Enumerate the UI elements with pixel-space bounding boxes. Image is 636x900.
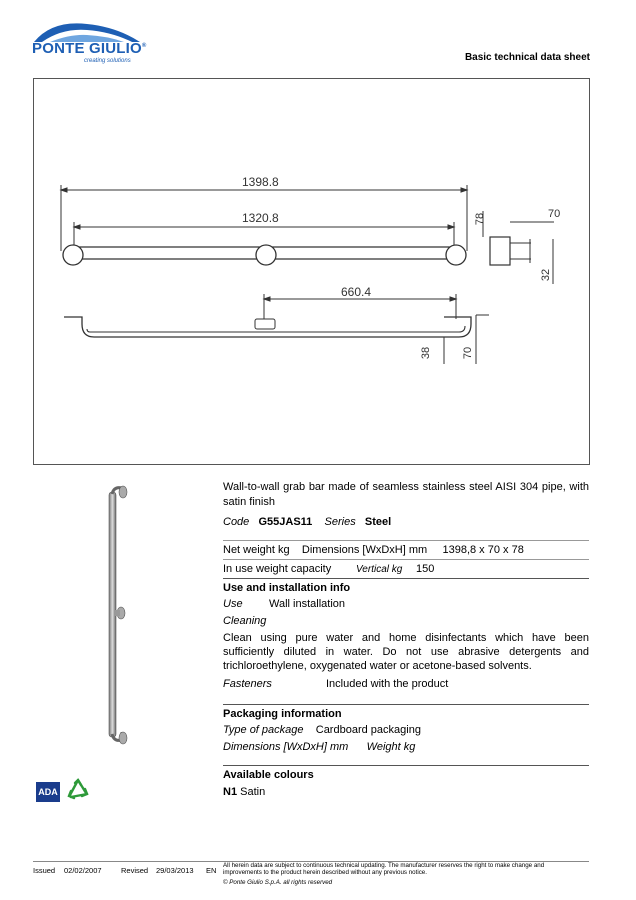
colours-heading: Available colours xyxy=(223,769,314,781)
net-weight-label: Net weight kg xyxy=(223,544,290,556)
package-dims-row xyxy=(223,741,415,753)
use-info-heading: Use and installation info xyxy=(223,582,351,594)
dim-70-bottom-label: 70 xyxy=(462,346,475,360)
colour-item xyxy=(223,786,265,798)
issued-label: Issued xyxy=(33,866,56,875)
vertical-value: 150 xyxy=(416,563,435,575)
flange-middle xyxy=(256,245,276,265)
code-value: G55JAS11 xyxy=(258,516,313,528)
weight-capacity-label: In use weight capacity xyxy=(223,563,332,575)
sheet-title: Basic technical data sheet xyxy=(464,52,590,63)
recycle-icon xyxy=(66,778,90,802)
package-weight-label: Weight kg xyxy=(366,741,416,753)
dimensions-label: Dimensions [WxDxH] mm xyxy=(301,544,428,556)
product-description: Wall-to-wall grab bar made of seamless stainless steel AISI 304 pipe, with satin finish xyxy=(223,481,589,508)
language-code: EN xyxy=(206,866,217,875)
dim-38-label: 38 xyxy=(420,346,433,360)
footer-notice: All herein data are subject to continuous technical updating. The manufacturer reserves the right to make change and improvements to the product herein described without any previous notice. xyxy=(223,862,545,876)
flange-left xyxy=(63,245,83,265)
dim-70-top-label: 70 xyxy=(548,208,561,220)
series-label: Series xyxy=(324,516,356,528)
use-row xyxy=(223,598,346,610)
ponte-giulio-logo xyxy=(32,18,147,70)
divider xyxy=(223,578,589,579)
revised-date: 29/03/2013 xyxy=(156,866,194,875)
vertical-label: Vertical kg xyxy=(356,564,403,575)
dim-inner-label: 1320.8 xyxy=(242,211,279,225)
dim-total-label: 1398.8 xyxy=(242,175,279,189)
logo-text: PONTE GIULIO® xyxy=(32,40,147,57)
fasteners-row xyxy=(223,678,449,690)
cleaning-text: Clean using pure water and home disinfectants which have been sufficiently diluted in water. Do not use abrasive detergents and trichloroethylene, oxygenated water or acetone-based solvents. xyxy=(223,632,589,672)
weight-capacity-row xyxy=(223,563,435,575)
footer-copyright: © Ponte Giulio S.p.A. all rights reserved xyxy=(223,879,333,886)
ada-badge: ADA xyxy=(36,782,60,802)
series-value: Steel xyxy=(364,516,392,528)
colour-code: N1 xyxy=(223,786,238,798)
weight-dimensions-row xyxy=(223,544,524,556)
use-value: Wall installation xyxy=(269,598,346,610)
cleaning-label: Cleaning xyxy=(223,615,267,627)
dimensions-value: 1398,8 x 70 x 78 xyxy=(442,544,524,556)
divider xyxy=(223,559,589,560)
package-type-value: Cardboard packaging xyxy=(315,724,421,736)
dim-78-label: 78 xyxy=(474,212,487,226)
divider xyxy=(223,540,589,541)
divider xyxy=(223,765,589,766)
technical-drawing xyxy=(33,78,590,465)
issued-date: 02/02/2007 xyxy=(64,866,102,875)
dim-32-label: 32 xyxy=(540,268,553,282)
package-dims-label: Dimensions [WxDxH] mm xyxy=(223,741,349,753)
logo-tagline: creating solutions xyxy=(84,58,131,64)
packaging-heading: Packaging information xyxy=(223,708,342,720)
package-type-row xyxy=(223,724,421,736)
code-label: Code xyxy=(223,516,250,528)
fasteners-label: Fasteners xyxy=(223,678,272,690)
divider xyxy=(223,704,589,705)
bar-side-view xyxy=(490,237,510,265)
flange-right xyxy=(446,245,466,265)
fasteners-value: Included with the product xyxy=(326,678,449,690)
product-image xyxy=(100,482,140,752)
use-label: Use xyxy=(223,598,243,610)
colour-name: Satin xyxy=(240,786,266,798)
revised-label: Revised xyxy=(121,866,149,875)
dim-half-label: 660.4 xyxy=(341,285,372,299)
package-type-label: Type of package xyxy=(223,724,304,736)
code-row xyxy=(223,516,391,528)
